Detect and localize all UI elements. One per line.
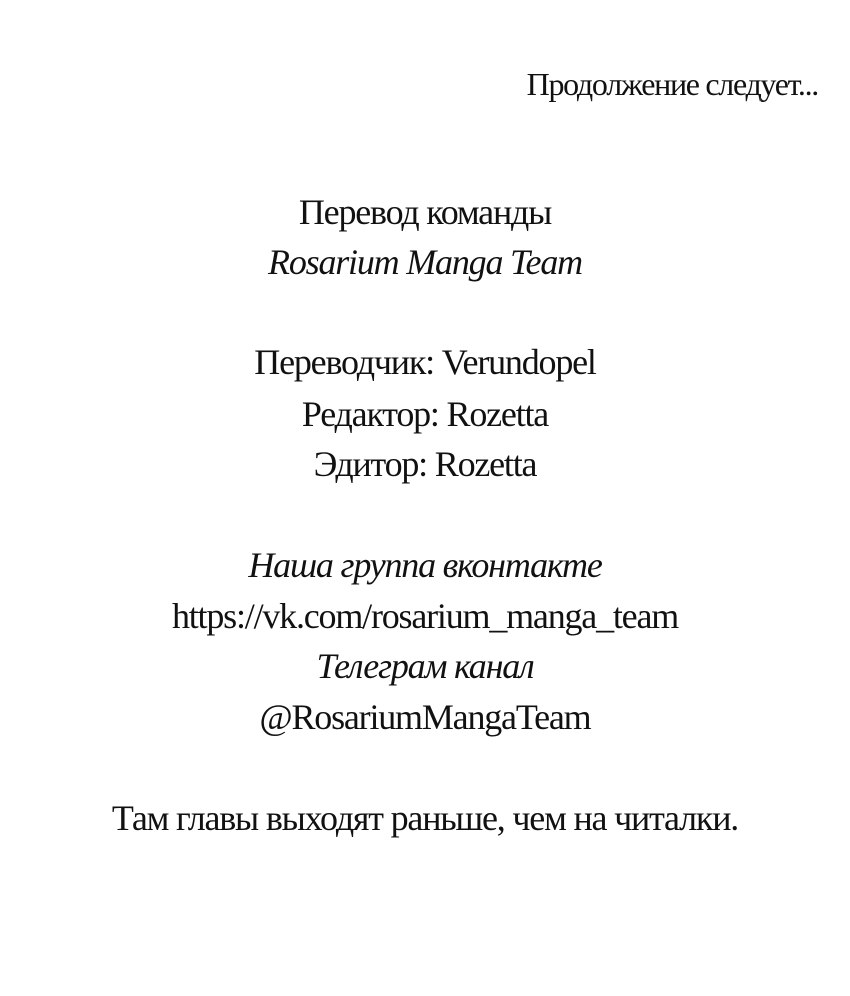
footer-note: Там главы выходят раньше, чем на читалки. — [111, 798, 739, 838]
translator-credit: Переводчик: Verundopel — [254, 342, 596, 382]
credits-heading: Перевод команды — [298, 192, 552, 232]
vk-group-label: Наша группа вконтакте — [248, 545, 602, 585]
vk-group-link[interactable]: https://vk.com/rosarium_manga_team — [171, 596, 679, 636]
continue-notice: Продолжение следует... — [526, 66, 818, 102]
telegram-label: Телеграм канал — [316, 646, 534, 686]
team-name: Rosarium Manga Team — [268, 242, 582, 282]
editor-credit: Редактор: Rozetta — [301, 394, 549, 434]
telegram-handle[interactable]: @RosariumMangaTeam — [259, 697, 591, 737]
typesetter-credit: Эдитор: Rozetta — [313, 444, 537, 484]
